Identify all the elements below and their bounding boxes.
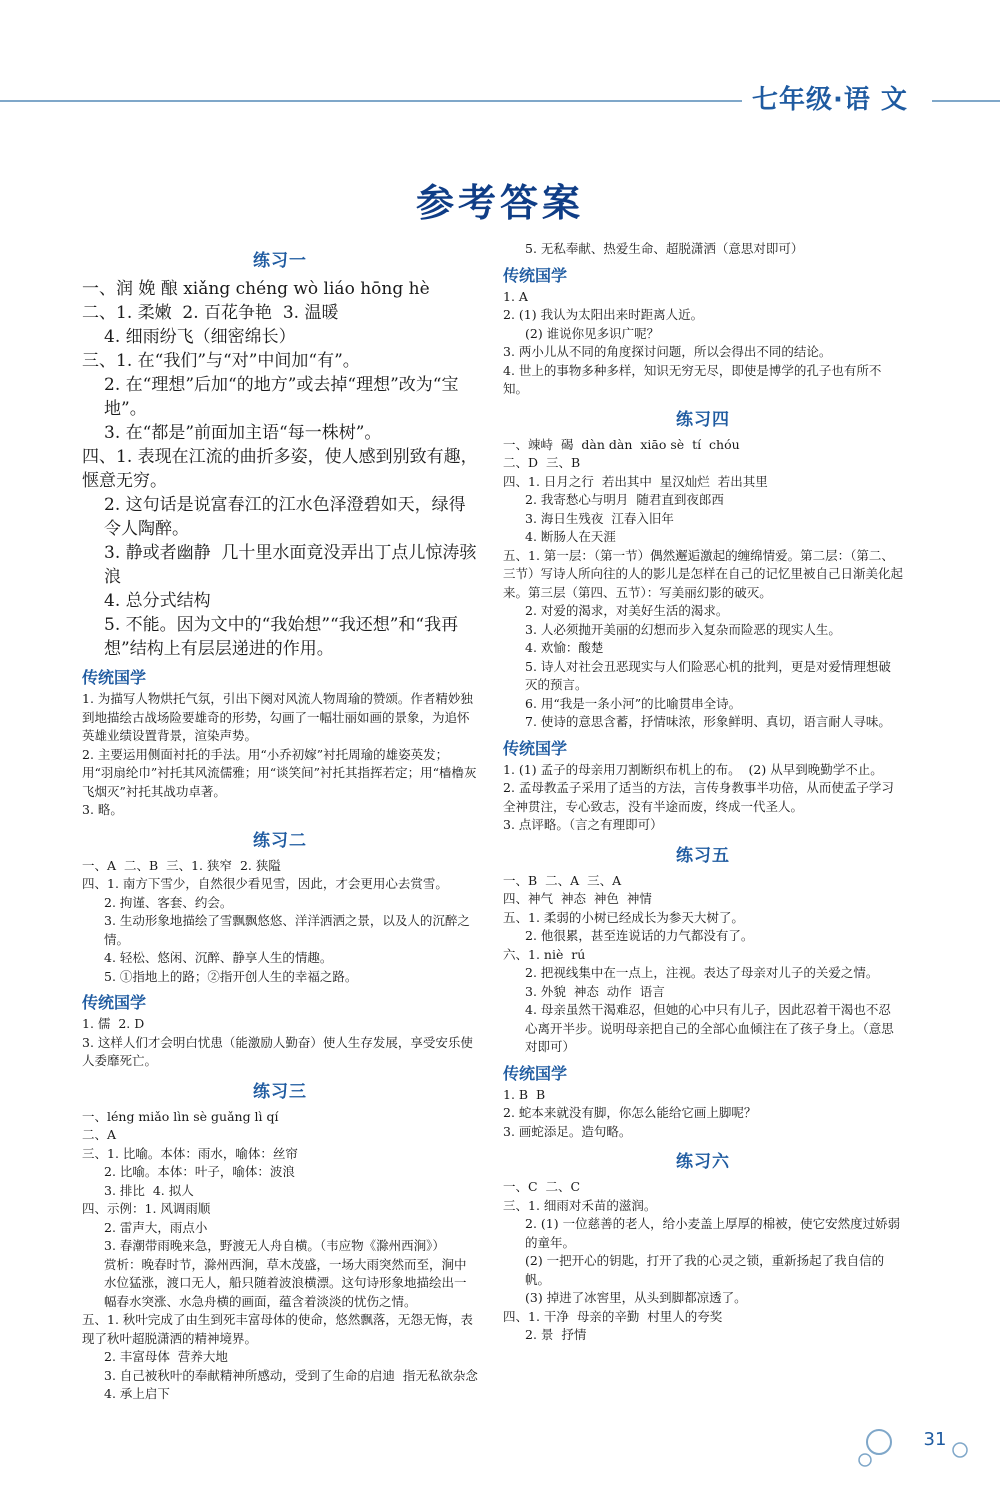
page-title: 参考答案	[415, 181, 584, 225]
answer-line: 四、1. 干净 母亲的辛勤 村里人的夸奖	[503, 1308, 723, 1324]
answer-line: 四、1. 南方下雪少，自然很少看见雪，因此，才会更用心去赏雪。	[82, 876, 448, 891]
answer-line: 2. 比喻。本体：叶子，喻体：波浪	[104, 1164, 295, 1179]
answer-line: 一、A 二、B 三、1. 狭窄 2. 狭隘	[82, 857, 281, 873]
answer-line: 一、C 二、C	[503, 1179, 581, 1194]
answer-line: 2. 雷声大，雨点小	[104, 1219, 208, 1235]
answer-block	[82, 690, 478, 820]
answer-line: 7. 使诗的意思含蓄，抒情味浓，形象鲜明、真切，语言耐人寻味。	[525, 714, 891, 729]
answer-line: 一、竦峙 碣 dàn dàn xiāo sè tí chóu	[503, 436, 740, 452]
answer-line: 2. 景 抒情	[525, 1327, 587, 1342]
answer-block	[503, 1178, 903, 1345]
answer-line: 四、神气 神态 神色 神情	[503, 891, 652, 906]
subsection-heading: 传统国学	[503, 738, 568, 758]
subsection-heading: 传统国学	[503, 265, 568, 285]
answer-line: 四、1. 表现在江流的曲折多姿，使人感到别致有趣，惬意无穷。	[82, 447, 478, 491]
subsection-heading: 传统国学	[82, 668, 147, 687]
answer-line: 4. 承上启下	[104, 1386, 170, 1401]
answer-line: 1. 为描写人物烘托气氛，引出下阕对风流人物周瑜的赞颂。作者精妙独到地描绘古战场险要雄奇的形势，勾画了一幅壮丽如画的景象，为追怀英雄业绩设置背景，渲染声势。	[82, 691, 473, 743]
header-rule-left	[0, 100, 742, 102]
answer-line: 2. 在“理想”后加“的地方”或去掉“理想”改为“宝地”。	[104, 375, 459, 419]
answer-line: 2. (1) 一位慈善的老人，给小麦盖上厚厚的棉被，使它安然度过娇弱的童年。	[525, 1216, 901, 1250]
answer-block	[503, 240, 903, 259]
answer-line: 5. 诗人对社会丑恶现实与人们险恶心机的批判，更是对爱情理想破灭的预言。	[525, 658, 891, 692]
answer-line: 四、1. 日月之行 若出其中 星汉灿烂 若出其里	[503, 473, 768, 489]
answer-line: 3. 略。	[82, 802, 123, 817]
answer-block	[503, 288, 903, 399]
answer-line: 3. 春潮带雨晚来急，野渡无人舟自横。（韦应物《滁州西涧》）	[104, 1238, 445, 1253]
answer-line: 2. 他很累，甚至连说话的力气都没有了。	[525, 928, 754, 943]
answer-line: (3) 掉进了冰窖里，从头到脚都凉透了。	[525, 1290, 747, 1305]
answer-line: 2. 我寄愁心与明月 随君直到夜郎西	[525, 492, 724, 507]
answer-line: 1. (1) 孟子的母亲用刀割断织布机上的布。 (2) 从早到晚勤学不止。	[503, 761, 883, 777]
answer-line: 3. 外貌 神态 动作 语言	[525, 983, 665, 999]
section-heading: 练习三	[253, 1081, 307, 1102]
answer-line: 1. A	[503, 288, 528, 304]
answer-block	[82, 1015, 478, 1071]
answer-line: 3. 这样人们才会明白忧患（能激励人勤奋）使人生存发展，享受安乐使人委靡死亡。	[82, 1034, 473, 1068]
subsection-heading: 传统国学	[82, 993, 147, 1012]
section-heading: 练习六	[676, 1152, 730, 1172]
answer-line: 三、1. 比喻。本体：雨水，喻体：丝帘	[82, 1145, 298, 1161]
answer-block	[503, 1086, 903, 1142]
section-heading: 练习一	[253, 251, 307, 271]
answer-block	[503, 761, 903, 835]
answer-line: 3. 自己被秋叶的奉献精神所感动，受到了生命的启迪 指无私欲杂念	[104, 1367, 478, 1383]
answer-line: 3. 生动形象地描绘了雪飘飘悠悠、洋洋洒洒之景，以及人的沉醉之情。	[104, 913, 470, 947]
answer-line: 5. 不能。因为文中的“我始想”“我还想”和“我再想”结构上有层层递进的作用。	[104, 615, 459, 659]
answer-line: 五、1. 秋叶完成了由生到死丰富母体的使命，悠然飘落，无怨无悔，表现了秋叶超脱潇洒的精神境界。	[82, 1312, 473, 1346]
section-heading: 练习二	[253, 830, 307, 851]
answer-line: 5. ①指地上的路；②指开创人生的幸福之路。	[104, 968, 358, 984]
section-heading: 练习四	[676, 409, 730, 430]
answer-line: 3. 点评略。（言之有理即可）	[503, 817, 663, 832]
answer-line: 3. 海日生残夜 江春入旧年	[525, 510, 674, 526]
page-number: 31	[923, 1429, 947, 1450]
answer-line: 3. 人必须抛开美丽的幻想而步入复杂而险恶的现实人生。	[525, 621, 841, 637]
answer-line: 4. 欢愉：酸楚	[525, 640, 604, 655]
answer-block	[82, 1108, 478, 1404]
right-column	[503, 240, 903, 1345]
answer-line: 三、1. 细雨对禾苗的滋润。	[503, 1197, 657, 1213]
answer-line: 3. 画蛇添足。造句略。	[503, 1123, 632, 1139]
answer-line: 4. 世上的事物多种多样，知识无穷无尽，即使是博学的孔子也有所不知。	[503, 362, 882, 396]
answer-line: 4. 轻松、悠闲、沉醉、静享人生的情趣。	[104, 950, 333, 965]
left-column	[82, 240, 478, 1404]
answer-line: 5. 无私奉献、热爱生命、超脱潇洒（意思对即可）	[525, 241, 804, 256]
answer-line: 3. 静或者幽静 几十里水面竟没弄出丁点儿惊涛骇浪	[104, 543, 477, 587]
answer-block	[82, 277, 478, 661]
answer-line: 二、D 三、B	[503, 455, 581, 470]
answer-line: 6. 用“我是一条小河”的比喻贯串全诗。	[525, 695, 742, 711]
answer-line: 2. 孟母教孟子采用了适当的方法，言传身教事半功倍，从而使孟子学习全神贯注，专心致志，没有半途而废，终成一代圣人。	[503, 780, 894, 814]
answer-line: 一、léng miǎo lìn sè guǎng lì qí	[82, 1108, 279, 1124]
section-heading: 练习五	[676, 845, 730, 866]
answer-line: 4. 总分式结构	[104, 591, 211, 611]
answer-line: 2. 这句话是说富春江的江水色泽澄碧如天，绿得令人陶醉。	[104, 495, 466, 539]
answer-line: 二、A	[82, 1127, 117, 1142]
answer-line: 一、B 二、A 三、A	[503, 872, 622, 888]
answer-line: 3. 两小儿从不同的角度探讨问题，所以会得出不同的结论。	[503, 344, 832, 359]
answer-line: 五、1. 柔弱的小树已经成长为参天大树了。	[503, 909, 744, 925]
answer-line: (2) 谁说你见多识广呢？	[525, 325, 660, 341]
answer-line: 4. 母亲虽然干渴难忍，但她的心中只有儿子，因此忍着干渴也不忍心离开半步。说明母亲把自己的全部心血倾注在了孩子身上。（意思对即可）	[525, 1002, 894, 1054]
subsection-heading: 传统国学	[503, 1063, 568, 1083]
answer-line: 六、1. niè rú	[503, 946, 586, 962]
answer-block	[503, 872, 903, 1057]
answer-block	[82, 857, 478, 987]
header-title: 七年级·语 文	[752, 85, 908, 115]
answer-line: 赏析：晚春时节，滁州西涧，草木茂盛，一场大雨突然而至，涧中水位猛涨，渡口无人，船只随着波浪横漂。这句诗形象地描绘出一幅春水突涨、水急舟横的画面，蕴含着淡淡的忧伤之情。	[104, 1256, 467, 1309]
answer-line: 3. 排比 4. 拟人	[104, 1182, 194, 1198]
answer-line: 2. 对爱的渴求，对美好生活的渴求。	[525, 603, 729, 618]
answer-line: 3. 在“都是”前面加主语“每一株树”。	[104, 423, 382, 443]
answer-line: 五、1. 第一层：（第一节）偶然邂逅激起的缠绵情爱。第二层：（第二、三节）写诗人所向往的人的影儿是怎样在自己的记忆里被自己日渐美化起来。第三层（第四、五节）：写美丽幻影的破灭。	[503, 547, 904, 600]
answer-line: 2. 主要运用侧面衬托的手法。用“小乔初嫁”衬托周瑜的雄姿英发；用“羽扇纶巾”衬托其风流儒雅；用“谈笑间”衬托其指挥若定；用“樯橹灰飞烟灭”衬托其战功卓著。	[82, 746, 477, 799]
answer-line: 4. 细雨纷飞（细密绵长）	[104, 327, 296, 347]
header-rule-right	[932, 100, 1000, 102]
answer-line: 1. 儒 2. D	[82, 1016, 145, 1031]
answer-block	[503, 436, 903, 732]
answer-line: (2) 一把开心的钥匙，打开了我的心灵之锁，重新扬起了我自信的帆。	[525, 1253, 885, 1287]
answer-line: 2. 蛇本来就没有脚，你怎么能给它画上脚呢？	[503, 1105, 757, 1120]
answer-line: 1. B B	[503, 1086, 546, 1102]
answer-line: 4. 断肠人在天涯	[525, 529, 616, 544]
answer-line: 2. 丰富母体 营养大地	[104, 1349, 228, 1364]
answer-line: 四、示例：1. 风调雨顺	[82, 1201, 211, 1216]
answer-line: 一、润 娩 酿 xiǎng chéng wò liáo hōng hè	[82, 279, 430, 299]
answer-line: 2. 拘谨、客套、约会。	[104, 894, 233, 910]
answer-line: 2. (1) 我认为太阳出来时距离人近。	[503, 307, 704, 322]
answer-line: 二、1. 柔嫩 2. 百花争艳 3. 温暖	[82, 303, 339, 323]
answer-line: 三、1. 在“我们”与“对”中间加“有”。	[82, 351, 360, 371]
answer-line: 2. 把视线集中在一点上，注视。表达了母亲对儿子的关爱之情。	[525, 965, 879, 980]
